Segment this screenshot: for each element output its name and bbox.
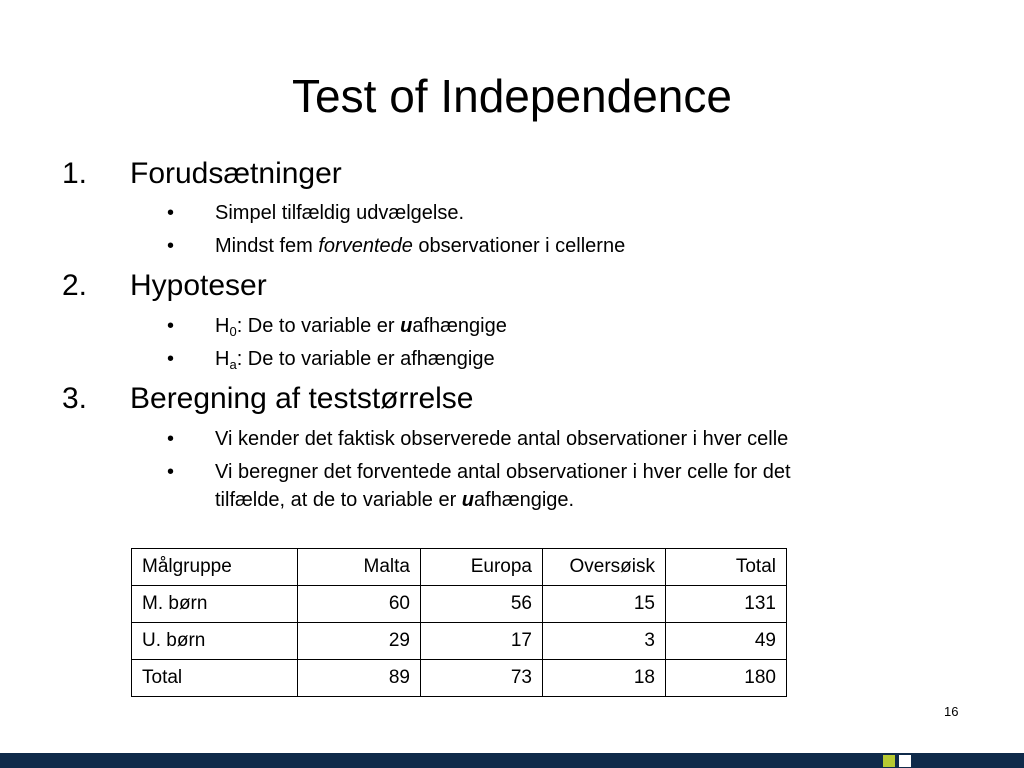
- bullet-text: $H_0$: De to variable er uafhængige: [215, 315, 507, 339]
- page-number: 16: [944, 704, 959, 719]
- list-heading: Forudsætninger: [130, 157, 342, 190]
- table-cell: 29: [298, 623, 421, 660]
- table-row: [132, 586, 787, 623]
- table-cell: 180: [666, 660, 787, 697]
- list-number: 1.: [62, 157, 88, 190]
- table-cell: M. børn: [132, 586, 298, 623]
- table-header-cell: Oversøisk: [543, 549, 666, 586]
- bullet-icon: •: [167, 348, 175, 370]
- table-cell: 49: [666, 623, 787, 660]
- table-cell: 56: [421, 586, 543, 623]
- logo-square-icon: [883, 755, 895, 767]
- logo-square-icon: [899, 755, 911, 767]
- bullet-text: $H_a$: De to variable er afhængige: [215, 348, 495, 372]
- bullet-icon: •: [167, 202, 175, 224]
- table-row: [132, 660, 787, 697]
- list-number: 3.: [62, 382, 88, 415]
- table-cell: 131: [666, 586, 787, 623]
- table-row: [132, 623, 787, 660]
- list-heading: Hypoteser: [130, 269, 267, 302]
- bullet-text: Vi beregner det forventede antal observationer i hver celle for det tilfælde, at de to variable er uafhængige.: [215, 461, 791, 511]
- footer-bar: [0, 753, 1024, 768]
- list-heading: Beregning af teststørrelse: [130, 382, 474, 415]
- slide-title: Test of Independence: [292, 70, 732, 122]
- bullet-icon: •: [167, 461, 175, 483]
- table-header-cell: Malta: [298, 549, 421, 586]
- table-header-cell: Europa: [421, 549, 543, 586]
- table-cell: 3: [543, 623, 666, 660]
- list-number: 2.: [62, 269, 88, 302]
- bullet-text: Simpel tilfældig udvælgelse.: [215, 202, 465, 224]
- table-cell: 60: [298, 586, 421, 623]
- bullet-icon: •: [167, 315, 175, 337]
- table-header-row: [132, 549, 787, 586]
- contingency-table: [131, 548, 787, 697]
- table-cell: Total: [132, 660, 298, 697]
- bullet-icon: •: [167, 428, 175, 450]
- bullet-text: Vi kender det faktisk observerede antal observationer i hver celle: [215, 428, 789, 450]
- table-cell: 18: [543, 660, 666, 697]
- table-cell: 89: [298, 660, 421, 697]
- table-header-cell: Total: [666, 549, 787, 586]
- table-header-cell: Målgruppe: [132, 549, 298, 586]
- table-cell: 15: [543, 586, 666, 623]
- table-cell: U. børn: [132, 623, 298, 660]
- bullet-text: Mindst fem forventede observationer i cellerne: [215, 235, 626, 257]
- table-cell: 17: [421, 623, 543, 660]
- bullet-icon: •: [167, 235, 175, 257]
- table-cell: 73: [421, 660, 543, 697]
